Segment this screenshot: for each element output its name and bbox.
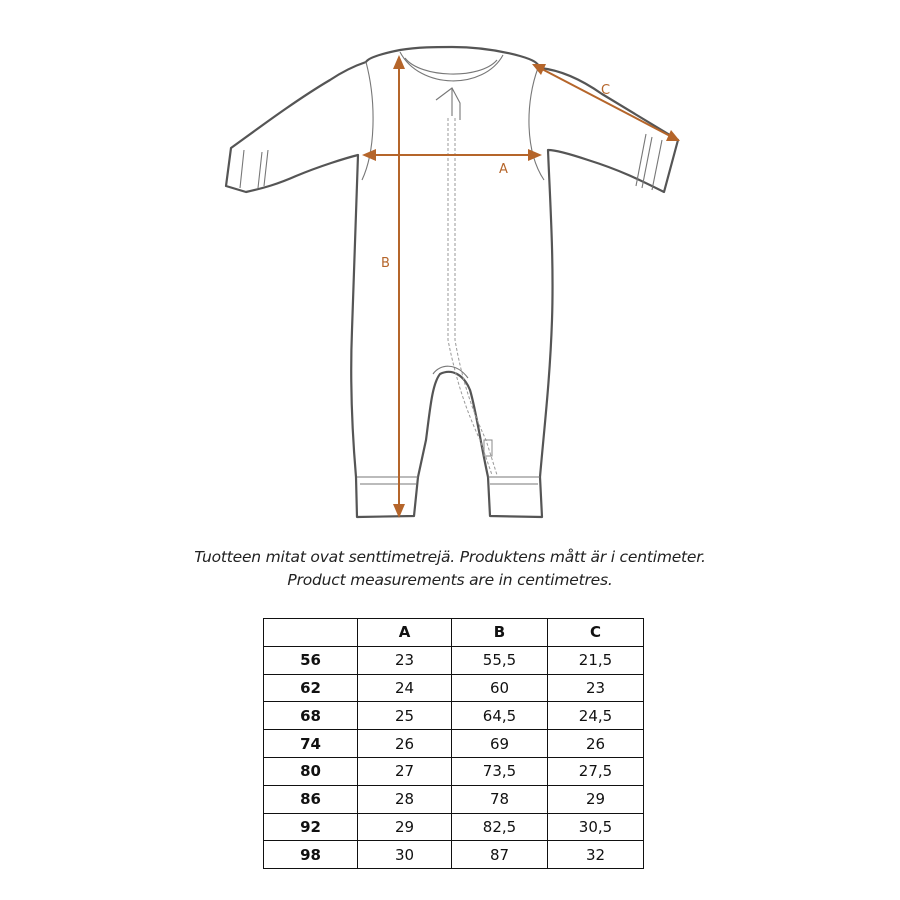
size-cell: 62 xyxy=(264,674,358,702)
size-cell: 74 xyxy=(264,730,358,758)
table-row xyxy=(264,674,644,702)
measurement-b-arrow xyxy=(393,55,405,518)
value-b-cell: 64,5 xyxy=(452,702,548,730)
value-a-cell: 25 xyxy=(358,702,452,730)
value-c-cell: 24,5 xyxy=(548,702,644,730)
value-b-cell: 55,5 xyxy=(452,646,548,674)
table-header-row xyxy=(264,619,644,647)
header-b: B xyxy=(452,619,548,647)
units-caption-fi-sv: Tuotteen mitat ovat senttimetrejä. Produktens mått är i centimeter. xyxy=(194,548,706,566)
value-a-cell: 27 xyxy=(358,757,452,785)
table-row xyxy=(264,730,644,758)
table-row xyxy=(264,757,644,785)
value-c-cell: 30,5 xyxy=(548,813,644,841)
value-a-cell: 29 xyxy=(358,813,452,841)
header-c: C xyxy=(548,619,644,647)
value-a-cell: 30 xyxy=(358,841,452,869)
size-cell: 86 xyxy=(264,785,358,813)
table-row xyxy=(264,785,644,813)
value-b-cell: 87 xyxy=(452,841,548,869)
value-b-cell: 60 xyxy=(452,674,548,702)
value-c-cell: 26 xyxy=(548,730,644,758)
measurement-a-label: A xyxy=(499,162,508,177)
value-a-cell: 28 xyxy=(358,785,452,813)
value-c-cell: 21,5 xyxy=(548,646,644,674)
value-a-cell: 23 xyxy=(358,646,452,674)
value-b-cell: 82,5 xyxy=(452,813,548,841)
size-cell: 56 xyxy=(264,646,358,674)
size-cell: 98 xyxy=(264,841,358,869)
value-a-cell: 26 xyxy=(358,730,452,758)
size-cell: 68 xyxy=(264,702,358,730)
value-b-cell: 69 xyxy=(452,730,548,758)
value-c-cell: 23 xyxy=(548,674,644,702)
size-cell: 80 xyxy=(264,757,358,785)
romper-outline xyxy=(226,47,678,517)
header-a: A xyxy=(358,619,452,647)
value-b-cell: 78 xyxy=(452,785,548,813)
size-cell: 92 xyxy=(264,813,358,841)
value-c-cell: 27,5 xyxy=(548,757,644,785)
measurement-c-arrow xyxy=(532,64,680,141)
measurement-c-label: C xyxy=(601,83,611,98)
value-b-cell: 73,5 xyxy=(452,757,548,785)
value-c-cell: 32 xyxy=(548,841,644,869)
measurement-b-label: B xyxy=(381,256,390,271)
header-corner xyxy=(264,619,358,647)
value-c-cell: 29 xyxy=(548,785,644,813)
table-row xyxy=(264,702,644,730)
value-a-cell: 24 xyxy=(358,674,452,702)
size-chart-table xyxy=(263,618,644,869)
measurement-a-arrow xyxy=(362,149,542,161)
table-row xyxy=(264,813,644,841)
units-caption-en: Product measurements are in centimetres. xyxy=(287,571,613,589)
table-row xyxy=(264,646,644,674)
table-row xyxy=(264,841,644,869)
